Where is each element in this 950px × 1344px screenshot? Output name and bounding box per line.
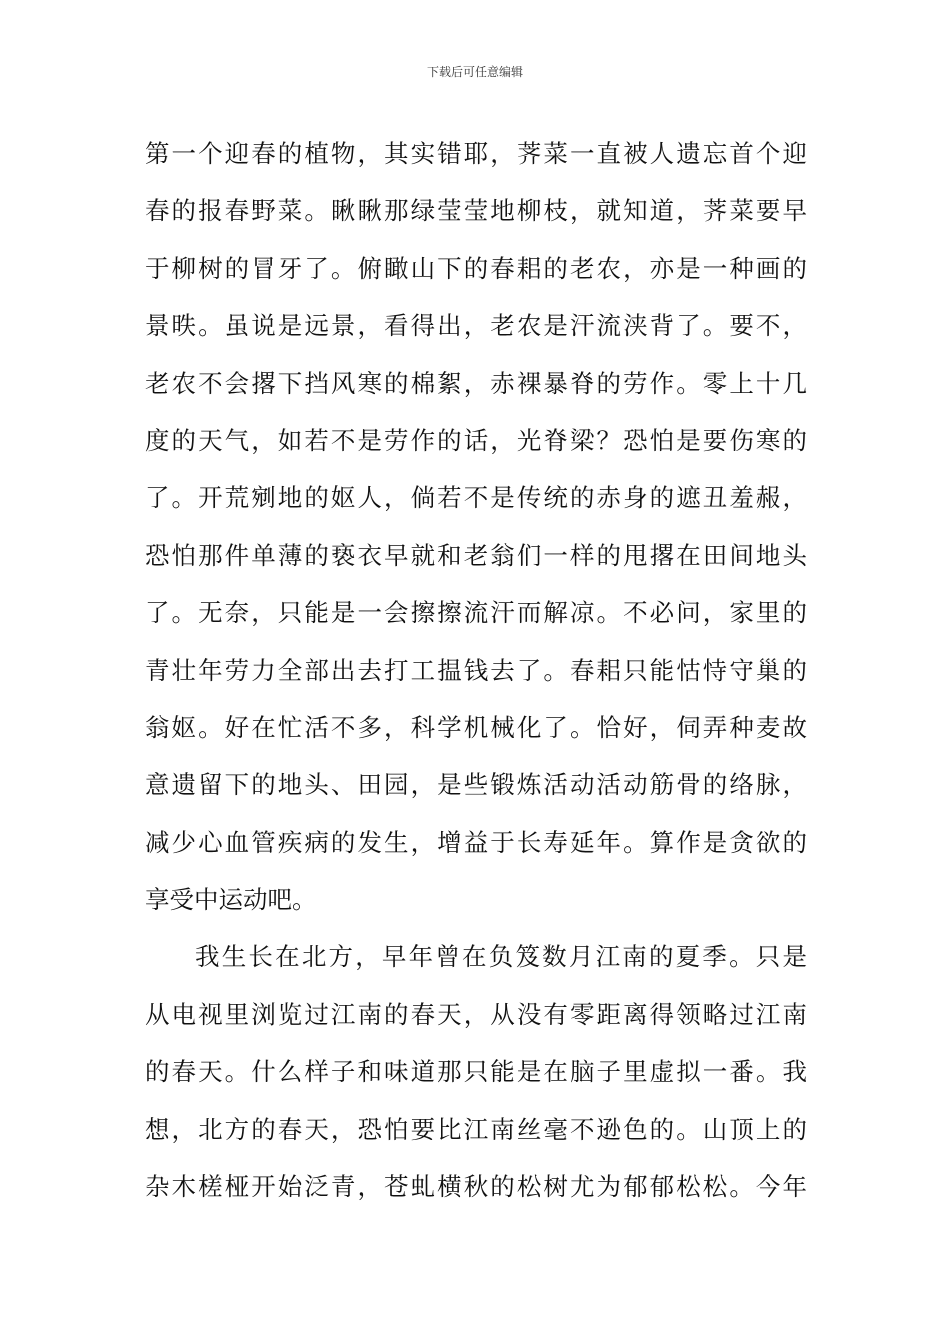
text-line: 翁妪。好在忙活不多，科学机械化了。恰好，伺弄种麦故	[145, 712, 807, 742]
page-header: 下载后可任意编辑	[426, 65, 523, 79]
text-line: 第一个迎春的植物，其实错耶，荠菜一直被人遗忘首个迎	[145, 139, 807, 168]
text-line: 的春天。什么样子和味道那只能是在脑子里虚拟一番。我	[145, 1057, 807, 1087]
text-line: 恐怕那件单薄的亵衣早就和老翁们一样的甩撂在田间地头	[145, 540, 807, 570]
text-line: 青壮年劳力全部出去打工揾钱去了。春耜只能怙恃守巢的	[145, 655, 807, 685]
text-line: 减少心血管疾病的发生，增益于长寿延年。算作是贪欲的	[145, 827, 807, 857]
paragraph-2	[145, 928, 807, 1215]
text-line: 我生长在北方，早年曾在负笈数月江南的夏季。只是	[195, 942, 807, 972]
text-line: 了。无奈，只能是一会擦擦流汗而解凉。不必问，家里的	[145, 598, 807, 628]
text-line: 了。开荒剜地的妪人，倘若不是传统的赤身的遮丑羞赧，	[145, 483, 807, 513]
text-line: 度的天气，如若不是劳作的话，光脊梁？恐怕是要伤寒的	[145, 425, 807, 455]
text-line: 从电视里浏览过江南的春天，从没有零距离得领略过江南	[145, 999, 807, 1029]
text-line: 享受中运动吧。	[145, 885, 317, 915]
text-line: 于柳树的冒牙了。俯瞰山下的春耜的老农，亦是一种画的	[145, 253, 807, 283]
text-line: 老农不会撂下挡风寒的棉絮，赤裸暴脊的劳作。零上十几	[145, 368, 807, 398]
text-line: 杂木槎桠开始泛青，苍虬横秋的松树尤为郁郁松松。今年	[145, 1172, 807, 1202]
text-line: 意遗留下的地头、田园，是些锻炼活动活动筋骨的络脉，	[145, 770, 807, 800]
text-line: 景昳。虽说是远景，看得出，老农是汗流浃背了。要不，	[145, 311, 807, 341]
text-line: 春的报春野菜。瞅瞅那绿莹莹地柳枝，就知道，荠菜要早	[145, 196, 807, 226]
body-text	[145, 125, 807, 1215]
text-line: 想，北方的春天，恐怕要比江南丝毫不逊色的。山顶上的	[145, 1114, 807, 1144]
paragraph-1	[145, 125, 807, 928]
